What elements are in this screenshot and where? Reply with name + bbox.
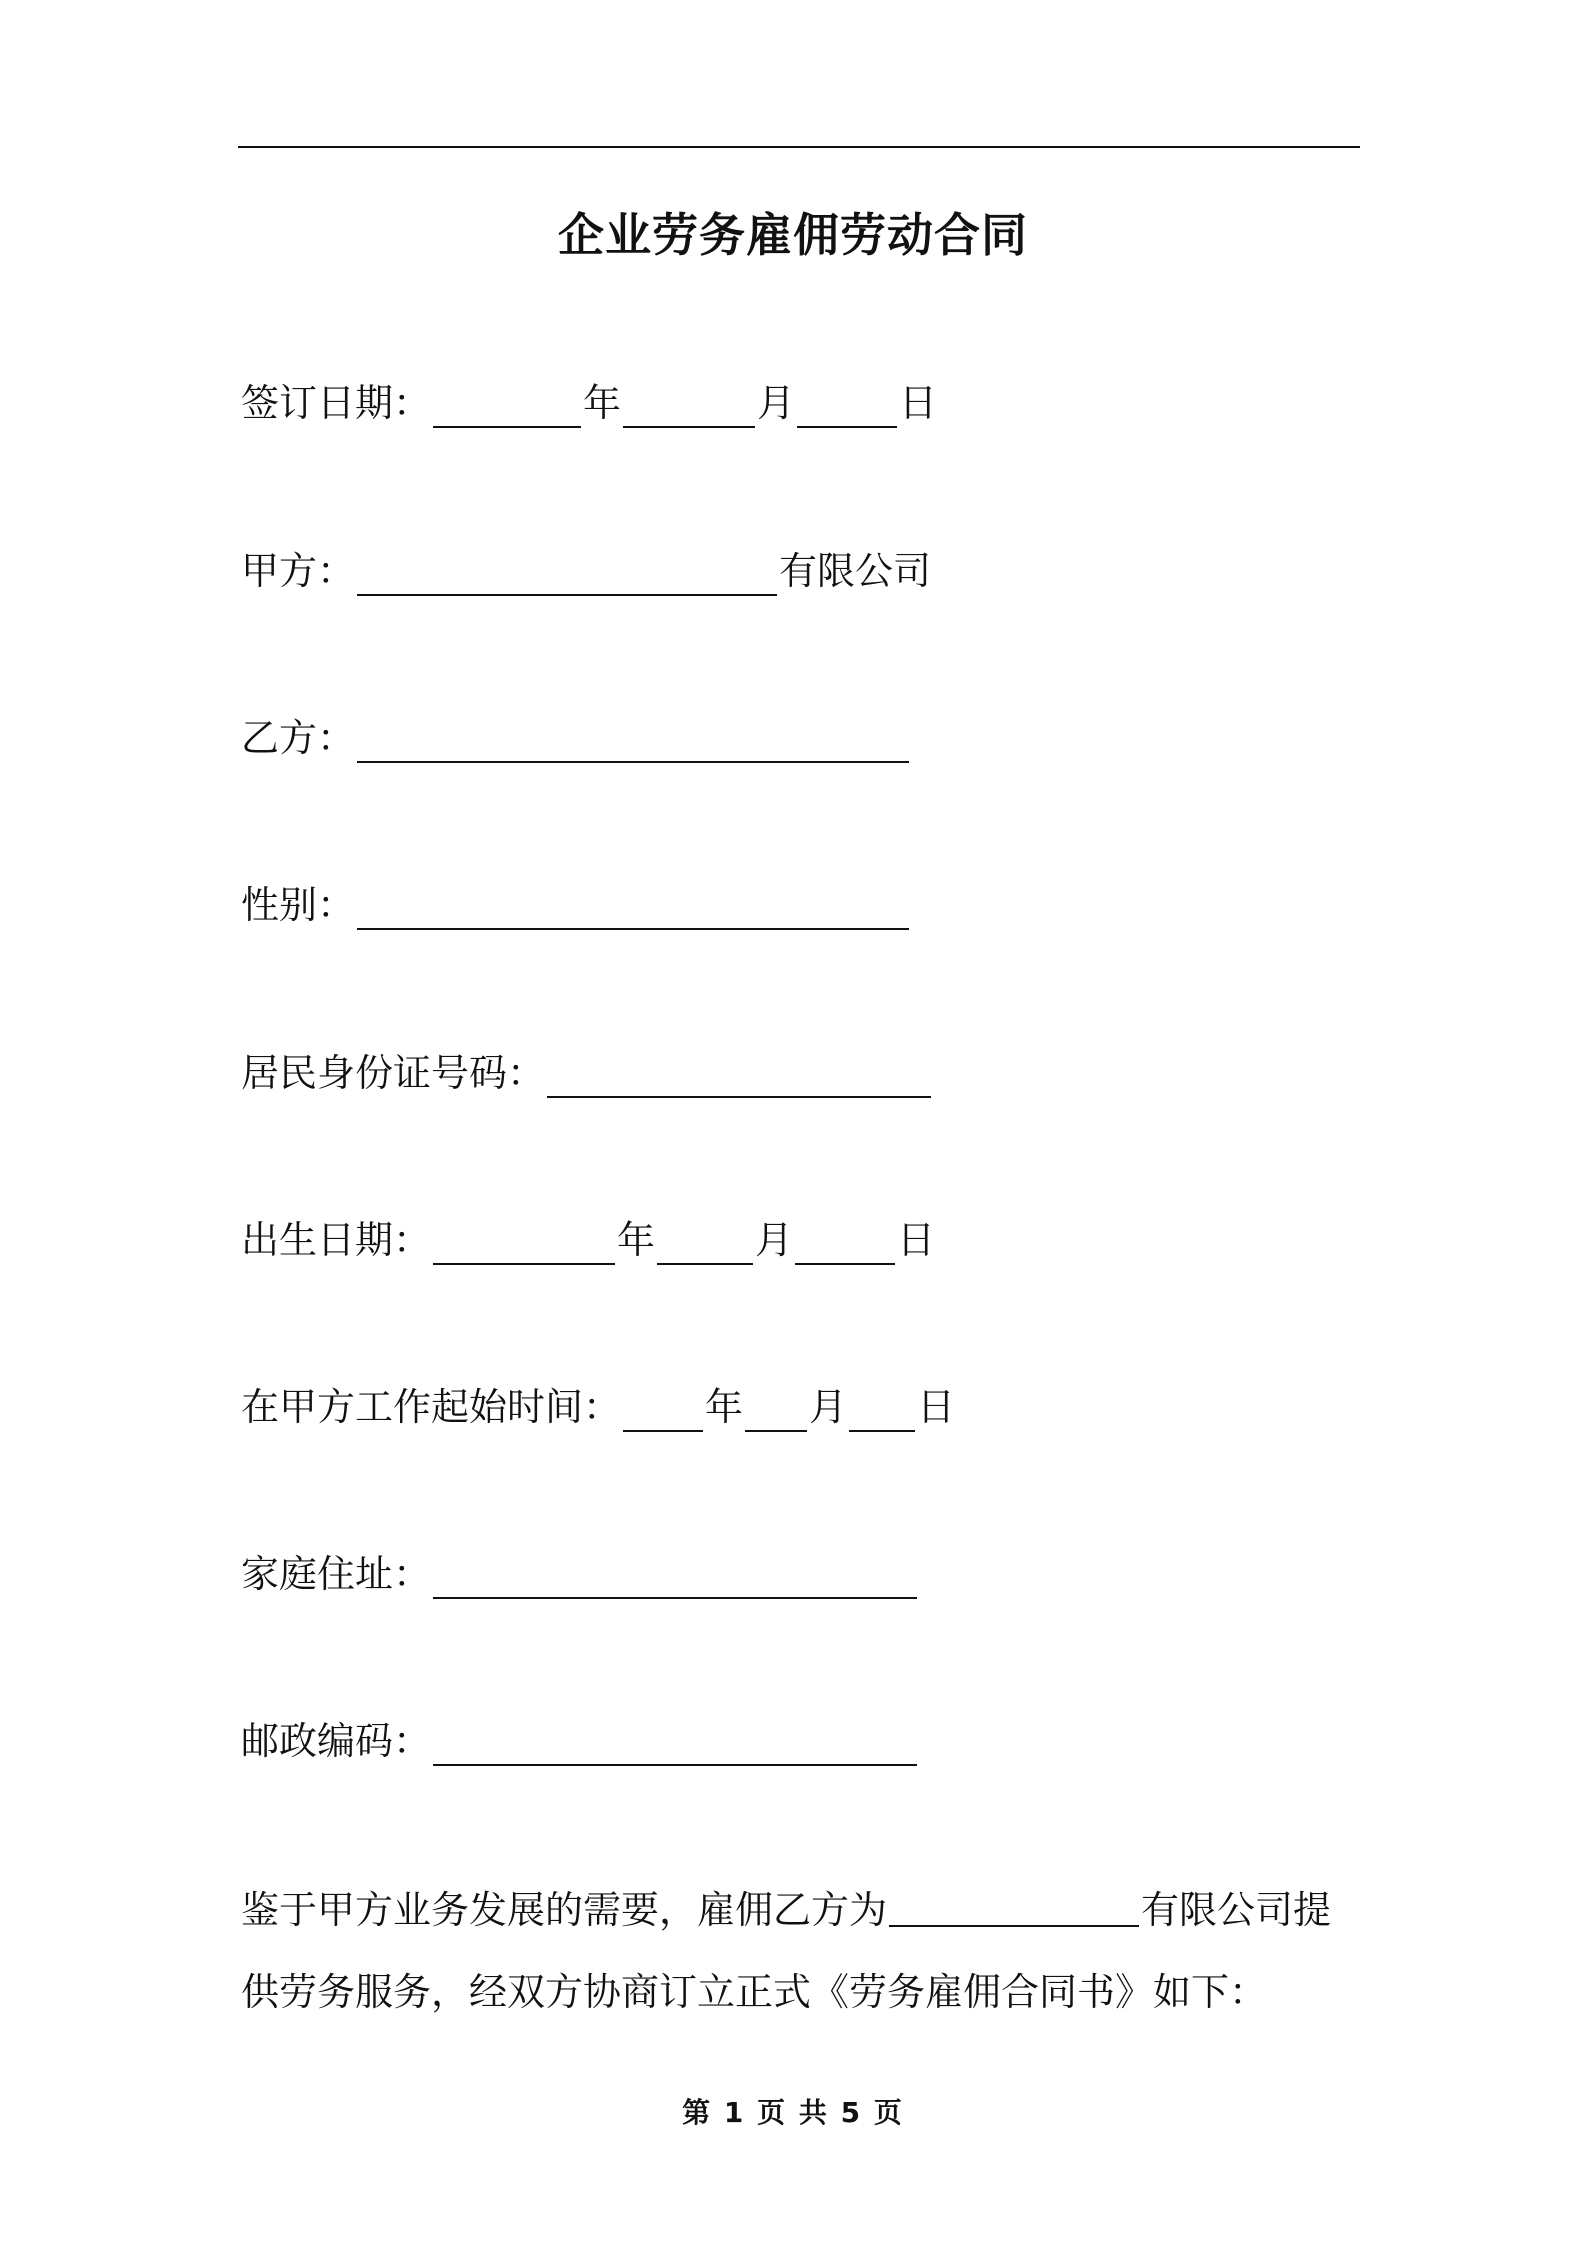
- year-label: 年: [617, 1218, 656, 1262]
- start-time-day-blank: [849, 1390, 915, 1432]
- day-label: 日: [917, 1385, 956, 1429]
- address-label: 家庭住址：: [241, 1552, 432, 1596]
- party-b-blank: [357, 721, 909, 763]
- postal-code-field: [241, 1716, 919, 1766]
- party-a-field: [241, 546, 931, 596]
- intro-paragraph: [241, 1869, 1363, 2033]
- id-number-blank: [547, 1056, 931, 1098]
- start-time-field: [241, 1382, 955, 1432]
- sign-date-day-blank: [797, 386, 897, 428]
- id-number-field: [241, 1048, 933, 1098]
- birth-date-label: 出生日期：: [241, 1218, 432, 1262]
- party-b-label: 乙方：: [241, 716, 356, 760]
- day-label: 日: [899, 381, 938, 425]
- start-time-label: 在甲方工作起始时间：: [241, 1385, 622, 1429]
- document-title: 企业劳务雇佣劳动合同: [558, 208, 1028, 262]
- page-footer: 第 1 页 共 5 页: [682, 2096, 904, 2129]
- address-field: [241, 1549, 919, 1599]
- id-number-label: 居民身份证号码：: [241, 1051, 546, 1095]
- month-label: 月: [755, 1218, 794, 1262]
- party-a-suffix: 有限公司: [779, 549, 932, 593]
- intro-text-part2: 有限公司提供劳务服务，经双方协商订立正式《劳务雇佣合同书》如下：: [241, 1888, 1332, 2014]
- birth-date-year-blank: [433, 1223, 615, 1265]
- birth-date-day-blank: [795, 1223, 895, 1265]
- party-b-field: [241, 713, 911, 763]
- gender-blank: [357, 888, 909, 930]
- gender-field: [241, 880, 911, 930]
- postal-code-label: 邮政编码：: [241, 1719, 432, 1763]
- sign-date-field: [241, 378, 937, 428]
- month-label: 月: [757, 381, 796, 425]
- party-a-blank: [357, 554, 777, 596]
- sign-date-year-blank: [433, 386, 581, 428]
- party-a-label: 甲方：: [241, 549, 356, 593]
- birth-date-month-blank: [657, 1223, 753, 1265]
- postal-code-blank: [433, 1724, 917, 1766]
- intro-text-part1: 鉴于甲方业务发展的需要，雇佣乙方为: [241, 1888, 888, 1932]
- start-time-year-blank: [623, 1390, 703, 1432]
- sign-date-label: 签订日期：: [241, 381, 432, 425]
- day-label: 日: [897, 1218, 936, 1262]
- birth-date-field: [241, 1215, 935, 1265]
- year-label: 年: [705, 1385, 744, 1429]
- month-label: 月: [809, 1385, 848, 1429]
- sign-date-month-blank: [623, 386, 755, 428]
- year-label: 年: [583, 381, 622, 425]
- gender-label: 性别：: [241, 883, 356, 927]
- intro-company-blank: [889, 1891, 1139, 1927]
- address-blank: [433, 1557, 917, 1599]
- start-time-month-blank: [745, 1390, 807, 1432]
- header-rule: [238, 146, 1360, 148]
